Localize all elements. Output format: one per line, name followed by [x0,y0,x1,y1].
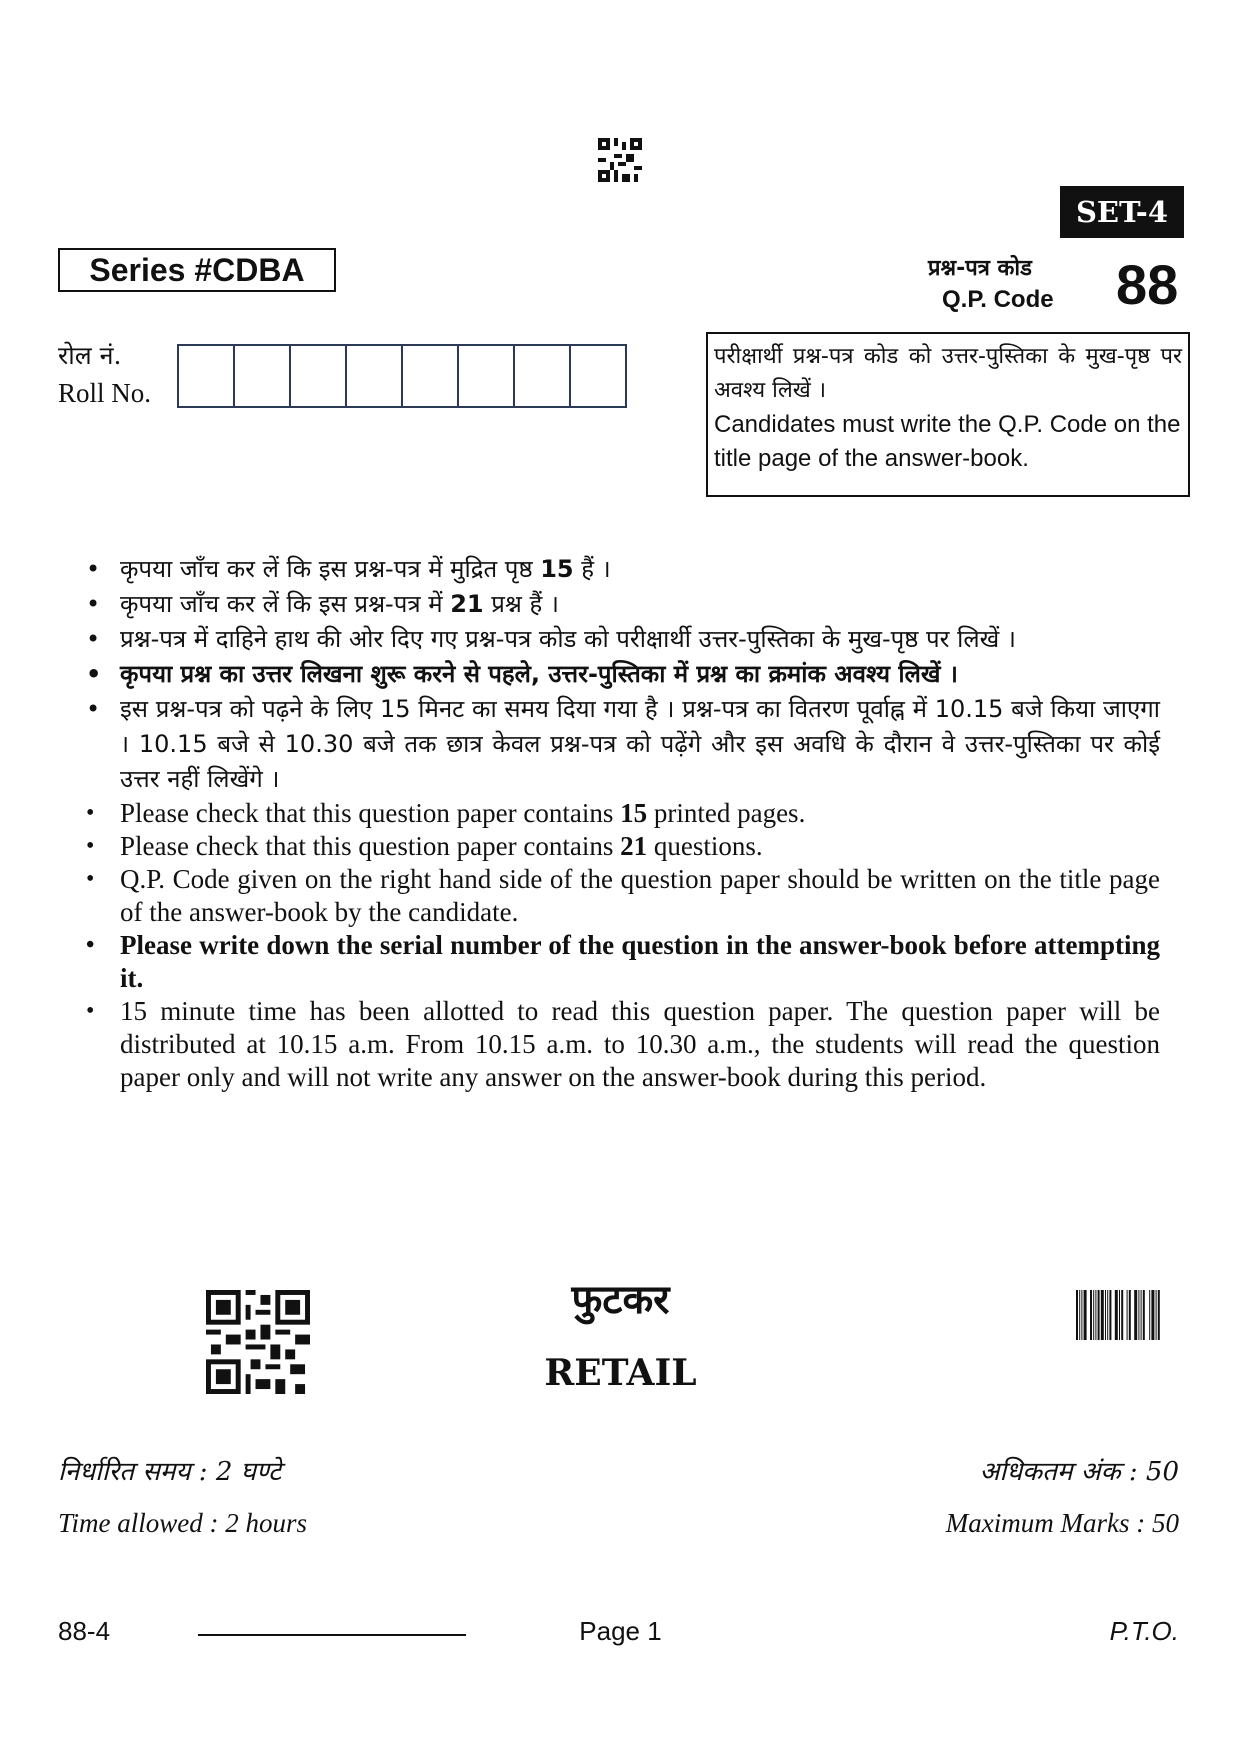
qp-code-label-hindi: प्रश्न-पत्र कोड [928,256,1032,281]
footer-page-number: Page 1 [579,1616,662,1646]
instruction-item: • Please check that this question paper contains 15 printed pages. [86,797,1160,830]
qp-code-label-english: Q.P. Code [942,286,1054,313]
roll-number-boxes[interactable] [179,344,627,408]
notice-english: Candidates must write the Q.P. Code on the title page of the answer-book. [714,411,1181,472]
subject-title-english: RETAIL [544,1352,697,1394]
max-marks-english: Maximum Marks : 50 [945,1508,1179,1538]
max-marks-hindi: अधिकतम अंक : 50 [979,1457,1179,1487]
instruction-item: • Please write down the serial number of the question in the answer-book before attempting it. [86,929,1160,995]
instructions-list [86,552,1160,1094]
instruction-item: • इस प्रश्न-पत्र को पढ़ने के लिए 15 मिनट का समय दिया गया है । प्रश्न-पत्र का वितरण पूर्वाह्न में 10.15 बजे किया जाएगा । 10.15 बजे से 10.30 बजे तक छात्र केवल प्रश्न-पत्र को पढ़ेंगे और इस अवधि के दौरान वे उत्तर-पुस्तिका पर कोई उत्तर नहीं लिखेंगे । [86,692,1160,797]
instruction-item: • कृपया जाँच कर लें कि इस प्रश्न-पत्र में 21 प्रश्न हैं । [86,587,1160,622]
notice-hindi: परीक्षार्थी प्रश्न-पत्र कोड को उत्तर-पुस्तिका के मुख-पृष्ठ पर अवश्य लिखें । [714,344,1182,403]
series-label: Series #CDBA [58,248,336,292]
footer-pto: P.T.O. [1109,1616,1179,1646]
time-allowed-english: Time allowed : 2 hours [58,1508,308,1538]
instruction-item: • कृपया जाँच कर लें कि इस प्रश्न-पत्र में मुद्रित पृष्ठ 15 हैं । [86,552,1160,587]
roll-number-box[interactable] [345,344,403,408]
footer-paper-code: 88-4 [58,1616,111,1646]
time-allowed-hindi: निर्धारित समय : 2 घण्टे [58,1457,282,1487]
instruction-item: • 15 minute time has been allotted to read this question paper. The question paper will be distributed at 10.15 a.m. From 10.15 a.m. to 10.30 a.m., the students will read the question paper only and will not write any answer on the answer-book during this period. [86,995,1160,1094]
set-label: SET-4 [1060,186,1184,238]
subject-title-hindi: फुटकर [571,1277,670,1323]
roll-number-box[interactable] [513,344,571,408]
instruction-item: • कृपया प्रश्न का उत्तर लिखना शुरू करने से पहले, उत्तर-पुस्तिका में प्रश्न का क्रमांक अवश्य लिखें । [86,657,1160,692]
instruction-item: • प्रश्न-पत्र में दाहिने हाथ की ओर दिए गए प्रश्न-पत्र कोड को परीक्षार्थी उत्तर-पुस्तिका के मुख-पृष्ठ पर लिखें । [86,622,1160,657]
roll-number-box[interactable] [457,344,515,408]
qp-code-number: 88 [1116,253,1179,316]
qr-code-icon [598,138,642,182]
roll-label-english: Roll No. [58,378,152,408]
roll-number-box[interactable] [569,344,627,408]
roll-number-box[interactable] [233,344,291,408]
qp-code-notice [706,332,1190,497]
roll-number-box[interactable] [289,344,347,408]
instruction-item: • Please check that this question paper contains 21 questions. [86,830,1160,863]
roll-label-hindi: रोल नं. [58,341,122,370]
barcode-icon [1076,1290,1180,1340]
instruction-item: • Q.P. Code given on the right hand side of the question paper should be written on the title page of the answer-book by the candidate. [86,863,1160,929]
roll-number-box[interactable] [401,344,459,408]
roll-number-box[interactable] [177,344,235,408]
